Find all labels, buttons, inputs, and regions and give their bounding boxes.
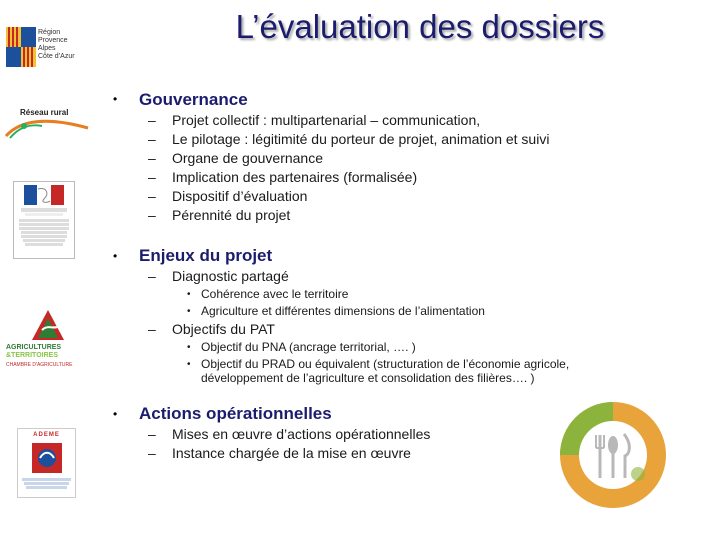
agri-line: AGRICULTURES [6, 344, 62, 351]
list-item: Organe de gouvernance [172, 150, 323, 166]
paca-line: Côte d’Azur [38, 53, 75, 60]
list-item: Dispositif d’évaluation [172, 188, 308, 204]
dash: – [148, 445, 156, 461]
list-item: Cohérence avec le territoire [201, 287, 349, 301]
section-heading-enjeux: Enjeux du projet [139, 246, 273, 265]
dash: – [148, 112, 156, 128]
dash: – [148, 150, 156, 166]
list-item-continuation: développement de l’agriculture et consolidation des filières…. ) [201, 371, 535, 385]
ademe-logo [17, 428, 76, 498]
dash: – [148, 188, 156, 204]
agri-line: &TERRITOIRES [6, 352, 58, 359]
bullet: • [187, 289, 191, 300]
section-heading-actions: Actions opérationnelles [139, 404, 332, 423]
dash: – [148, 268, 156, 284]
ademe-subtext [20, 477, 73, 490]
projet-alimentaire-territorial-badge [558, 400, 668, 510]
sub-heading-diagnostic: Diagnostic partagé [172, 268, 289, 284]
bullet: • [187, 306, 191, 317]
list-item: Agriculture et différentes dimensions de l’alimentation [201, 304, 485, 318]
dash: – [148, 321, 156, 337]
bullet: • [113, 407, 118, 421]
slide-title: L’évaluation des dossiers [235, 8, 605, 45]
list-item: Pérennité du projet [172, 207, 291, 223]
bullet: • [113, 92, 118, 106]
paca-line: Région [38, 29, 61, 36]
section-heading-gouvernance: Gouvernance [139, 90, 248, 109]
list-item: Le pilotage : légitimité du porteur de projet, animation et suivi [172, 131, 550, 147]
list-item: Mises en œuvre d’actions opérationnelles [172, 426, 431, 442]
sub-heading-objectifs: Objectifs du PAT [172, 321, 275, 337]
agricultures-territoires-logo [4, 308, 94, 373]
region-paca-logo [6, 27, 84, 69]
reseau-rural-text: Réseau rural [20, 108, 69, 117]
agri-line: CHAMBRE D'AGRICULTURE [6, 362, 73, 368]
ademe-emblem [32, 443, 62, 473]
list-item: Projet collectif : multipartenarial – communication, [172, 112, 481, 128]
dash: – [148, 131, 156, 147]
ademe-text: ADEME [33, 432, 60, 438]
prefecture-draaf-logo [13, 181, 75, 259]
dash: – [148, 207, 156, 223]
bullet: • [187, 342, 191, 353]
paca-line: Provence [38, 37, 68, 44]
reseau-rural-logo [2, 106, 96, 140]
bullet: • [113, 249, 118, 263]
list-item: Objectif du PNA (ancrage territorial, …. ) [201, 340, 416, 354]
bullet: • [187, 359, 191, 370]
dash: – [148, 169, 156, 185]
dash: – [148, 426, 156, 442]
list-item: Instance chargée de la mise en œuvre [172, 445, 411, 461]
list-item: Objectif du PRAD ou équivalent (structuration de l’économie agricole, [201, 357, 570, 371]
paca-line: Alpes [38, 45, 56, 52]
list-item: Implication des partenaires (formalisée) [172, 169, 418, 185]
